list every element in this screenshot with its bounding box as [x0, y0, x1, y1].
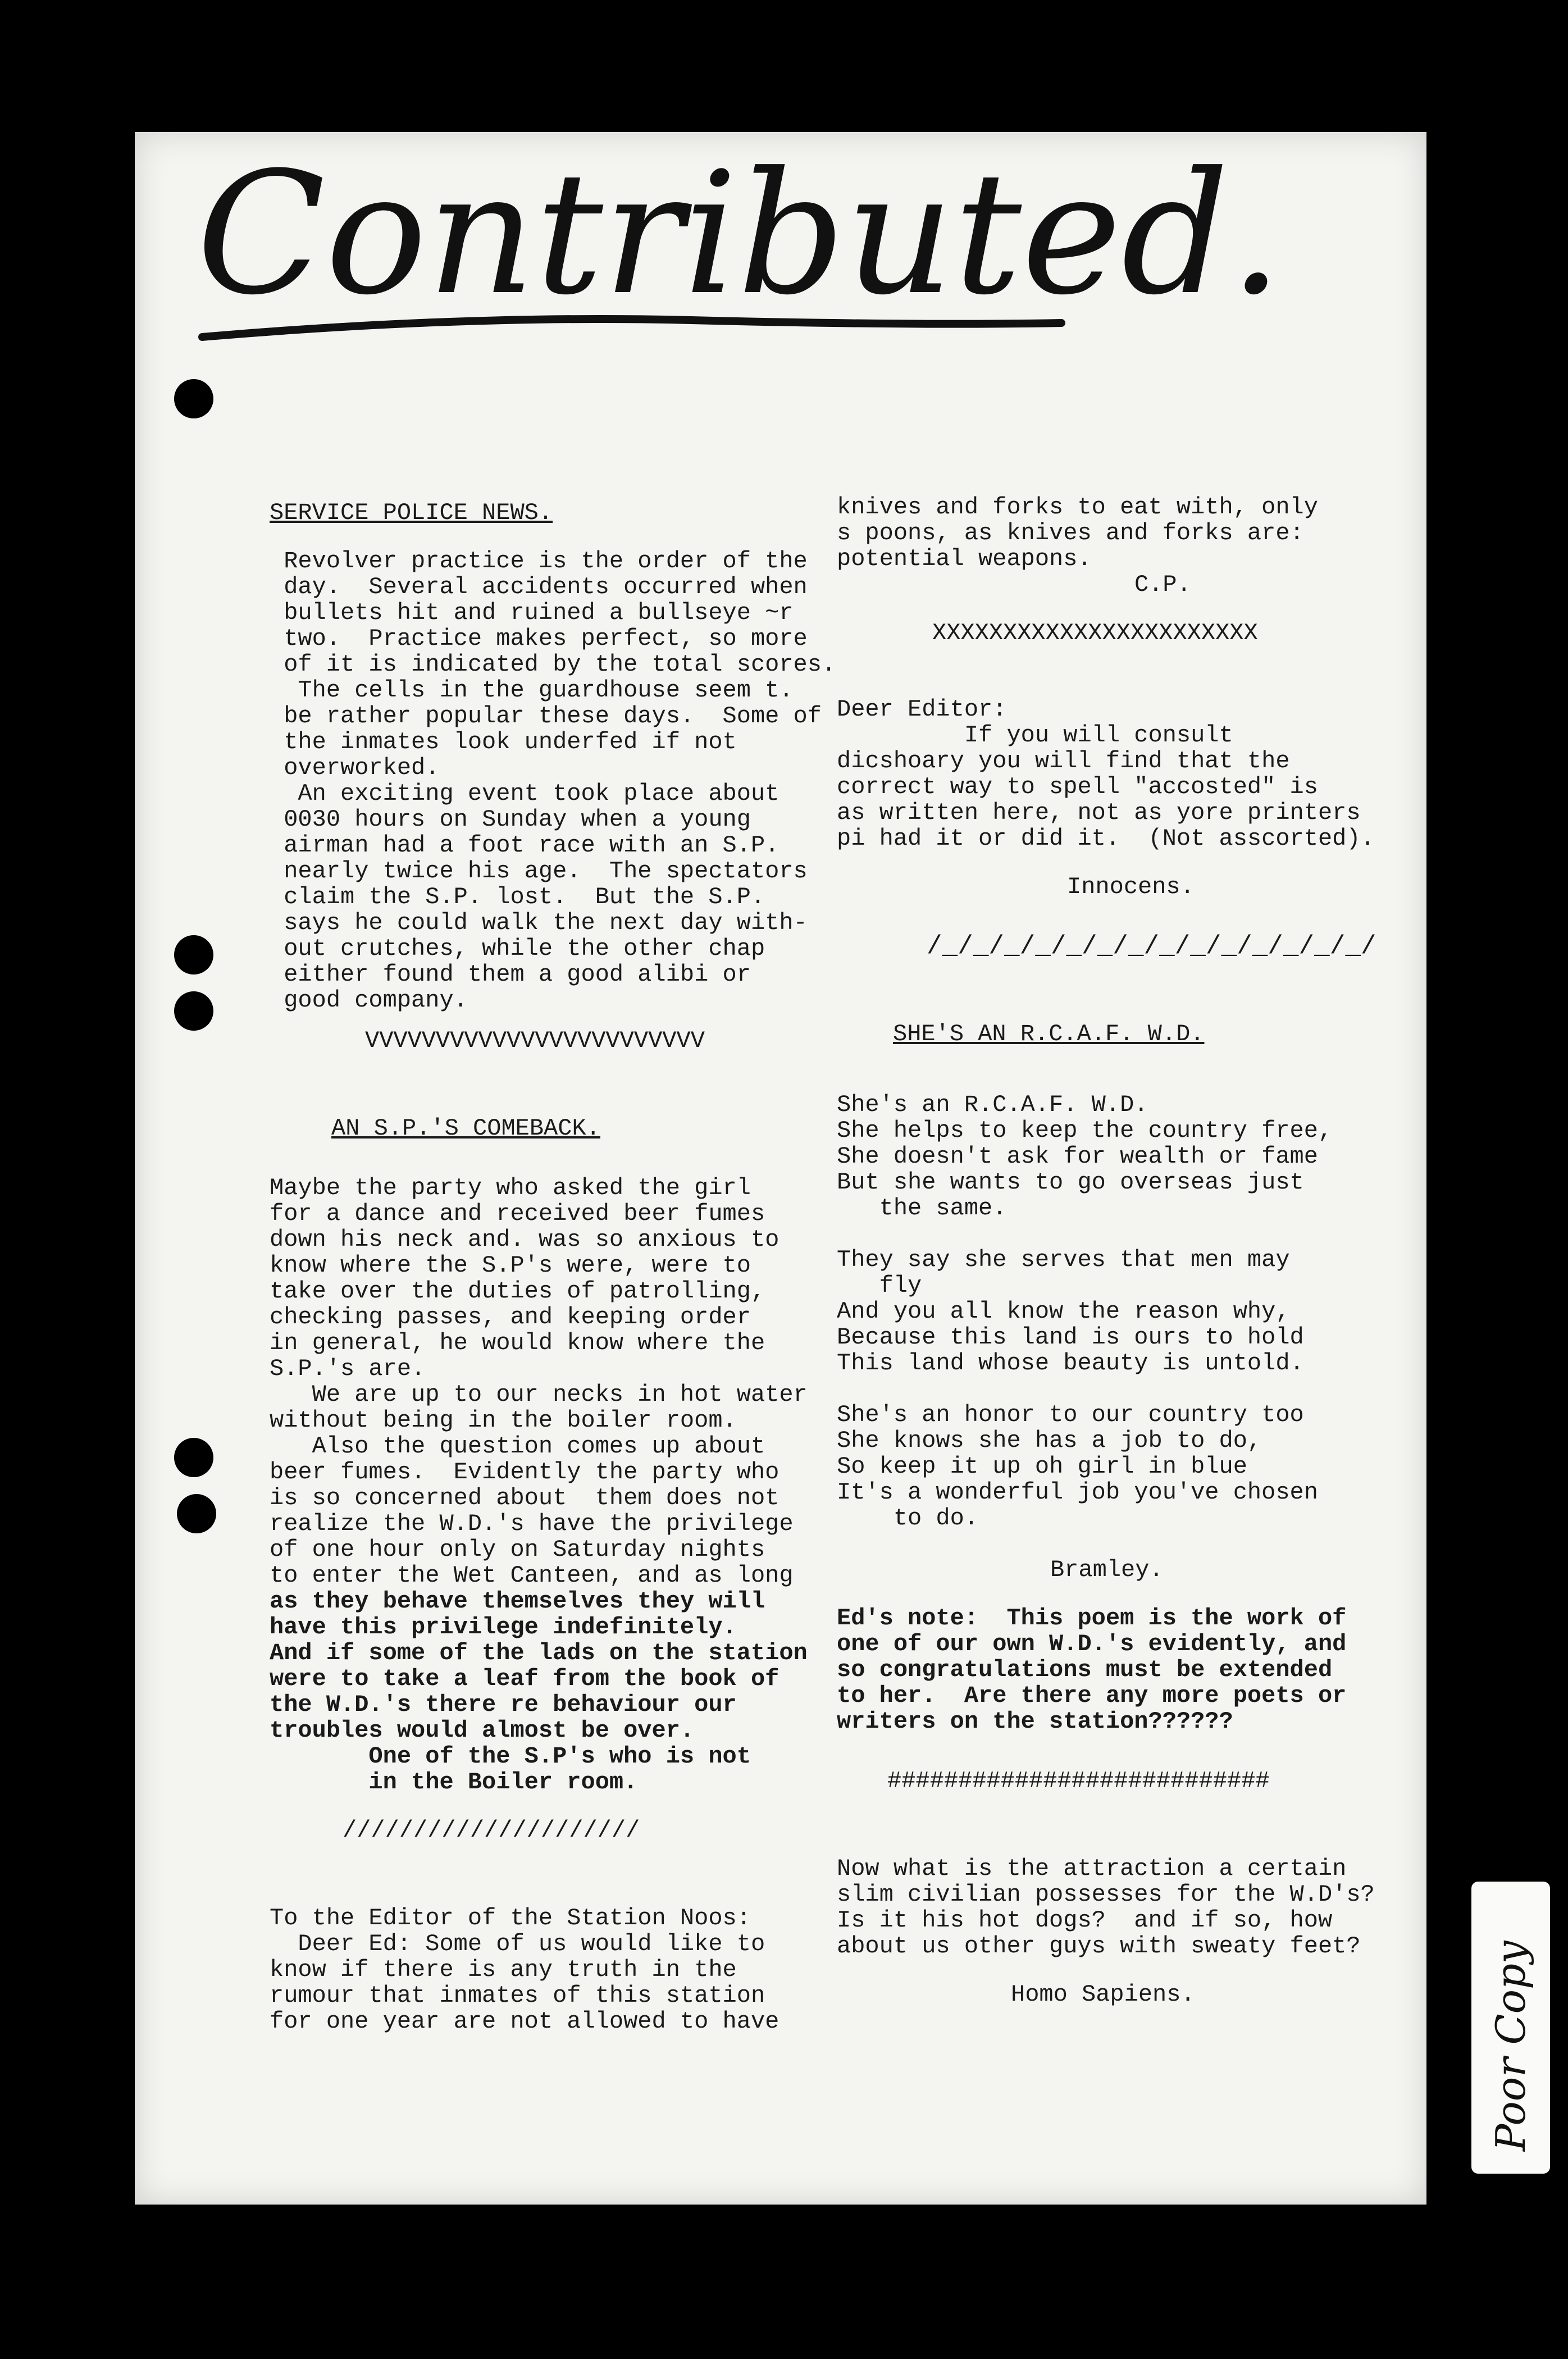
separator-v: VVVVVVVVVVVVVVVVVVVVVVVV — [365, 1027, 705, 1054]
text-line: know where the S.P's were, were to — [270, 1252, 751, 1279]
text-line: And if some of the lads on the station — [270, 1640, 808, 1666]
text-line: have this privilege indefinitely. — [270, 1614, 737, 1641]
service-police-heading: SERVICE POLICE NEWS. — [270, 499, 553, 526]
text-line: So keep it up oh girl in blue — [837, 1453, 1247, 1480]
poem-heading: SHE'S AN R.C.A.F. W.D. — [893, 1021, 1205, 1048]
text-line: for one year are not allowed to have — [270, 2008, 780, 2035]
comeback-heading: AN S.P.'S COMEBACK. — [331, 1115, 600, 1142]
text-line: To the Editor of the Station Noos: — [270, 1905, 751, 1932]
text-line: Deer Ed: Some of us would like to — [270, 1930, 765, 1957]
deer-editor-letter — [837, 696, 1398, 900]
service-police-body — [270, 548, 836, 1014]
text-line: the W.D.'s there re behaviour our — [270, 1691, 737, 1718]
text-line: 0030 hours on Sunday when a young — [270, 806, 751, 833]
punch-hole — [174, 991, 213, 1031]
text-line: If you will consult — [837, 722, 1233, 749]
text-line: as they behave themselves they will — [270, 1588, 765, 1615]
text-line: slim civilian possesses for the W.D's? — [837, 1881, 1375, 1908]
text-line: one of our own W.D.'s evidently, and — [837, 1631, 1347, 1657]
text-line: beer fumes. Evidently the party who — [270, 1459, 780, 1486]
text-line: But she wants to go overseas just — [837, 1169, 1304, 1196]
punch-hole — [174, 1438, 213, 1477]
text-line: The cells in the guardhouse seem t. — [270, 677, 794, 704]
text-line: checking passes, and keeping order — [270, 1304, 751, 1331]
text-line: without being in the boiler room. — [270, 1407, 737, 1434]
text-line: of one hour only on Saturday nights — [270, 1536, 765, 1563]
text-line: Deer Editor: — [837, 696, 1007, 723]
punch-hole — [174, 379, 213, 418]
text-line: Because this land is ours to hold — [837, 1324, 1304, 1351]
title-text: Contributed. — [197, 136, 1283, 332]
left-column — [270, 499, 836, 2035]
separator-slash: ///////////////////// — [343, 1817, 640, 1844]
text-line: take over the duties of patrolling, — [270, 1278, 765, 1305]
text-line: of it is indicated by the total scores. — [270, 651, 836, 678]
text-line: be rather popular these days. Some of — [270, 703, 822, 730]
stamp-text: Poor Copy — [1487, 1941, 1534, 2151]
text-line: dicshoary you will find that the — [837, 748, 1290, 775]
text-line: is so concerned about them does not — [270, 1484, 780, 1511]
text-line: s poons, as knives and forks are: — [837, 520, 1304, 547]
text-line: to her. Are there any more poets or — [837, 1682, 1347, 1709]
text-line: the same. — [837, 1195, 1007, 1222]
text-line: She doesn't ask for wealth or fame — [837, 1143, 1318, 1170]
text-line: They say she serves that men may — [837, 1246, 1290, 1273]
text-line: Revolver practice is the order of the — [270, 548, 808, 575]
text-line: about us other guys with sweaty feet? — [837, 1933, 1361, 1960]
text-line: two. Practice makes perfect, so more — [270, 625, 808, 652]
text-line: down his neck and. was so anxious to — [270, 1226, 780, 1253]
page-title — [185, 136, 1283, 376]
text-line: Is it his hot dogs? and if so, how — [837, 1907, 1333, 1934]
comeback-body — [270, 1175, 831, 1795]
text-line: know if there is any truth in the — [270, 1956, 737, 1983]
text-line: S.P.'s are. — [270, 1355, 426, 1382]
poor-copy-stamp — [1471, 1882, 1550, 2174]
signature: C.P. — [1134, 571, 1191, 598]
text-line: She's an honor to our country too — [837, 1401, 1304, 1428]
text-line: Also the question comes up about — [270, 1433, 765, 1460]
poem — [837, 1092, 1398, 1583]
separator-x: XXXXXXXXXXXXXXXXXXXXXXX — [932, 620, 1258, 646]
text-line: She helps to keep the country free, — [837, 1117, 1333, 1144]
text-line: airman had a foot race with an S.P. — [270, 832, 780, 859]
text-line: overworked. — [270, 754, 440, 781]
text-line: either found them a good alibi or — [270, 961, 751, 988]
homo-sapiens-letter — [837, 1856, 1398, 2007]
text-line: good company. — [270, 987, 468, 1014]
punch-hole — [174, 935, 213, 974]
text-line: rumour that inmates of this station — [270, 1982, 765, 2009]
text-line: Now what is the attraction a certain — [837, 1855, 1347, 1882]
text-line: for a dance and received beer fumes — [270, 1200, 765, 1227]
text-line: realize the W.D.'s have the privilege — [270, 1510, 794, 1537]
signature: in the Boiler room. — [270, 1769, 638, 1796]
text-line: potential weapons. — [837, 545, 1092, 572]
text-line: fly — [837, 1272, 922, 1299]
text-line: knives and forks to eat with, only — [837, 494, 1318, 521]
signature: Bramley. — [1050, 1556, 1164, 1583]
text-line: She's an R.C.A.F. W.D. — [837, 1091, 1148, 1118]
text-line: writers on the station?????? — [837, 1708, 1233, 1735]
text-line: to enter the Wet Canteen, and as long — [270, 1562, 794, 1589]
text-line: claim the S.P. lost. But the S.P. — [270, 884, 765, 910]
text-line: We are up to our necks in hot water — [270, 1381, 808, 1408]
separator-hash: ########################### — [887, 1768, 1270, 1795]
text-line: to do. — [837, 1505, 979, 1532]
text-line: She knows she has a job to do, — [837, 1427, 1262, 1454]
editor-note — [837, 1605, 1398, 1734]
text-line: It's a wonderful job you've chosen — [837, 1479, 1318, 1506]
text-line: in general, he would know where the — [270, 1329, 765, 1356]
signature: Homo Sapiens. — [1011, 1981, 1195, 2008]
editor-letter-continued — [837, 494, 1398, 598]
separator-underscore: /_/_/_/_/_/_/_/_/_/_/_/_/_/_/ — [927, 932, 1376, 961]
text-line: nearly twice his age. The spectators — [270, 858, 808, 885]
punch-hole — [177, 1494, 216, 1533]
text-line: so congratulations must be extended — [837, 1656, 1333, 1683]
text-line: pi had it or did it. (Not asscorted). — [837, 825, 1375, 852]
text-line: An exciting event took place about — [270, 780, 780, 807]
editor-letter — [270, 1905, 831, 2034]
right-column — [837, 494, 1398, 2007]
text-line: the inmates look underfed if not — [270, 728, 737, 755]
signature: One of the S.P's who is not — [270, 1743, 751, 1770]
text-line: troubles would almost be over. — [270, 1717, 695, 1744]
text-line: says he could walk the next day with- — [270, 909, 808, 936]
signature: Innocens. — [1067, 873, 1195, 900]
text-line: bullets hit and ruined a bullseye ~r — [270, 599, 794, 626]
text-line: correct way to spell "accosted" is — [837, 773, 1318, 800]
text-line: out crutches, while the other chap — [270, 935, 765, 962]
text-line: Ed's note: This poem is the work of — [837, 1605, 1347, 1632]
text-line: were to take a leaf from the book of — [270, 1665, 780, 1692]
text-line: day. Several accidents occurred when — [270, 573, 808, 600]
text-line: as written here, not as yore printers — [837, 799, 1361, 826]
text-line: This land whose beauty is untold. — [837, 1350, 1304, 1377]
text-line: And you all know the reason why, — [837, 1298, 1290, 1325]
text-line: Maybe the party who asked the girl — [270, 1174, 751, 1201]
